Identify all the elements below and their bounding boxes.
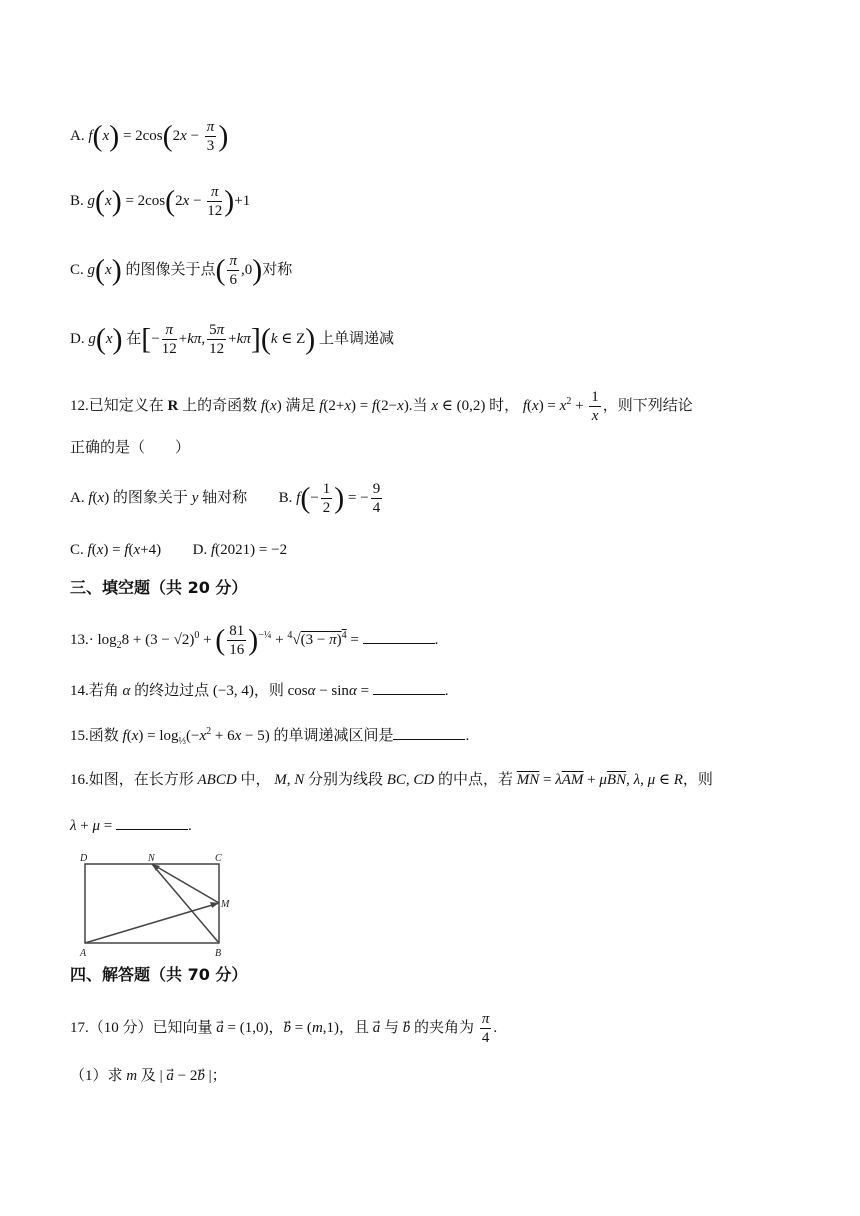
label-a: A [80, 948, 87, 959]
label-m: M [221, 899, 230, 910]
q16-stem: 16.如图，在长方形 ABCD 中， M, N 分别为线段 BC, CD 的中点，若 $\overline{MN} = \lambda\overline{AM} + \mu\overline{BN}$, λ, μ ∈ R，则 [70, 772, 713, 788]
section-3-title: 三、填空题（共 20 分） [70, 578, 248, 597]
label-b: B [215, 948, 222, 959]
q14: 14.若角 α 的终边过点 (−3, 4)，则 cosα − sinα = . [70, 680, 449, 701]
q16-stem-cont: λ + μ = . [70, 815, 192, 836]
q11-option-b: B. g(x) = 2cos(2x − $\frac{\pi}{12}$ )+1 [70, 184, 251, 219]
segment-am [85, 903, 219, 943]
q13: $13.\cdot \log_28 + (3 - √2)^0$ + ( $\frac{81}{16}$ )$^{-\frac{1}{4}} + ^4√(3 - \pi)^4$ = . [70, 623, 439, 658]
label-d: D [80, 853, 88, 864]
q12-option-c-d: C. f(x) = f(x+4) D. f(2021) = −2 [70, 542, 288, 558]
q12-stem-cont: 正确的是（ ） [70, 440, 191, 456]
segment-mn [152, 864, 219, 903]
q12-stem: 12.已知定义在 R 上的奇函数 f(x) 满足 f(2+x) = f(2−x).当 x ∈ (0,2) 时， $f(x) = x^2$ + $\frac{1}{x}$ ，则下列结论 [70, 389, 693, 424]
label-n: N [148, 853, 155, 864]
segment-bn [152, 864, 219, 943]
q12-option-a-b: A. f(x) 的图象关于 y 轴对称 B. f(− $\frac{1}{2}$ ) = − $\frac{9}{4}$ [70, 481, 381, 516]
q11-option-c: C. g(x) 的图像关于点( $\frac{\pi}{6}$ ,0)对称 [70, 253, 293, 288]
section-4-title: 四、解答题（共 70 分） [70, 965, 248, 984]
q11-option-a: A. f(x) = 2cos(2x − $\frac{\pi}{3}$ ) [70, 119, 229, 154]
q15: 15.函数 $f(x) = \log_{\frac{1}{3}}(-x^2 + 6x - 5)$ 的单调递减区间是 . [70, 726, 470, 747]
rectangle-figure [78, 850, 248, 960]
q17-stem: 17.（10 分）已知向量 a⃗ = (1,0)，b⃗ = (m,1)，且 a⃗ 与 b⃗ 的夹角为 $\frac{\pi}{4}$ . [70, 1011, 498, 1046]
label-c: C [215, 853, 222, 864]
q17-part1: （1）求 m 及 | a⃗ − 2b⃗ |； [70, 1068, 227, 1084]
q11-option-d: D. g(x) 在[− $\frac{\pi}{12}$ +kπ, $\frac{5\pi}{12}$ +kπ](k ∈ Z) 上单调递减 [70, 322, 395, 357]
